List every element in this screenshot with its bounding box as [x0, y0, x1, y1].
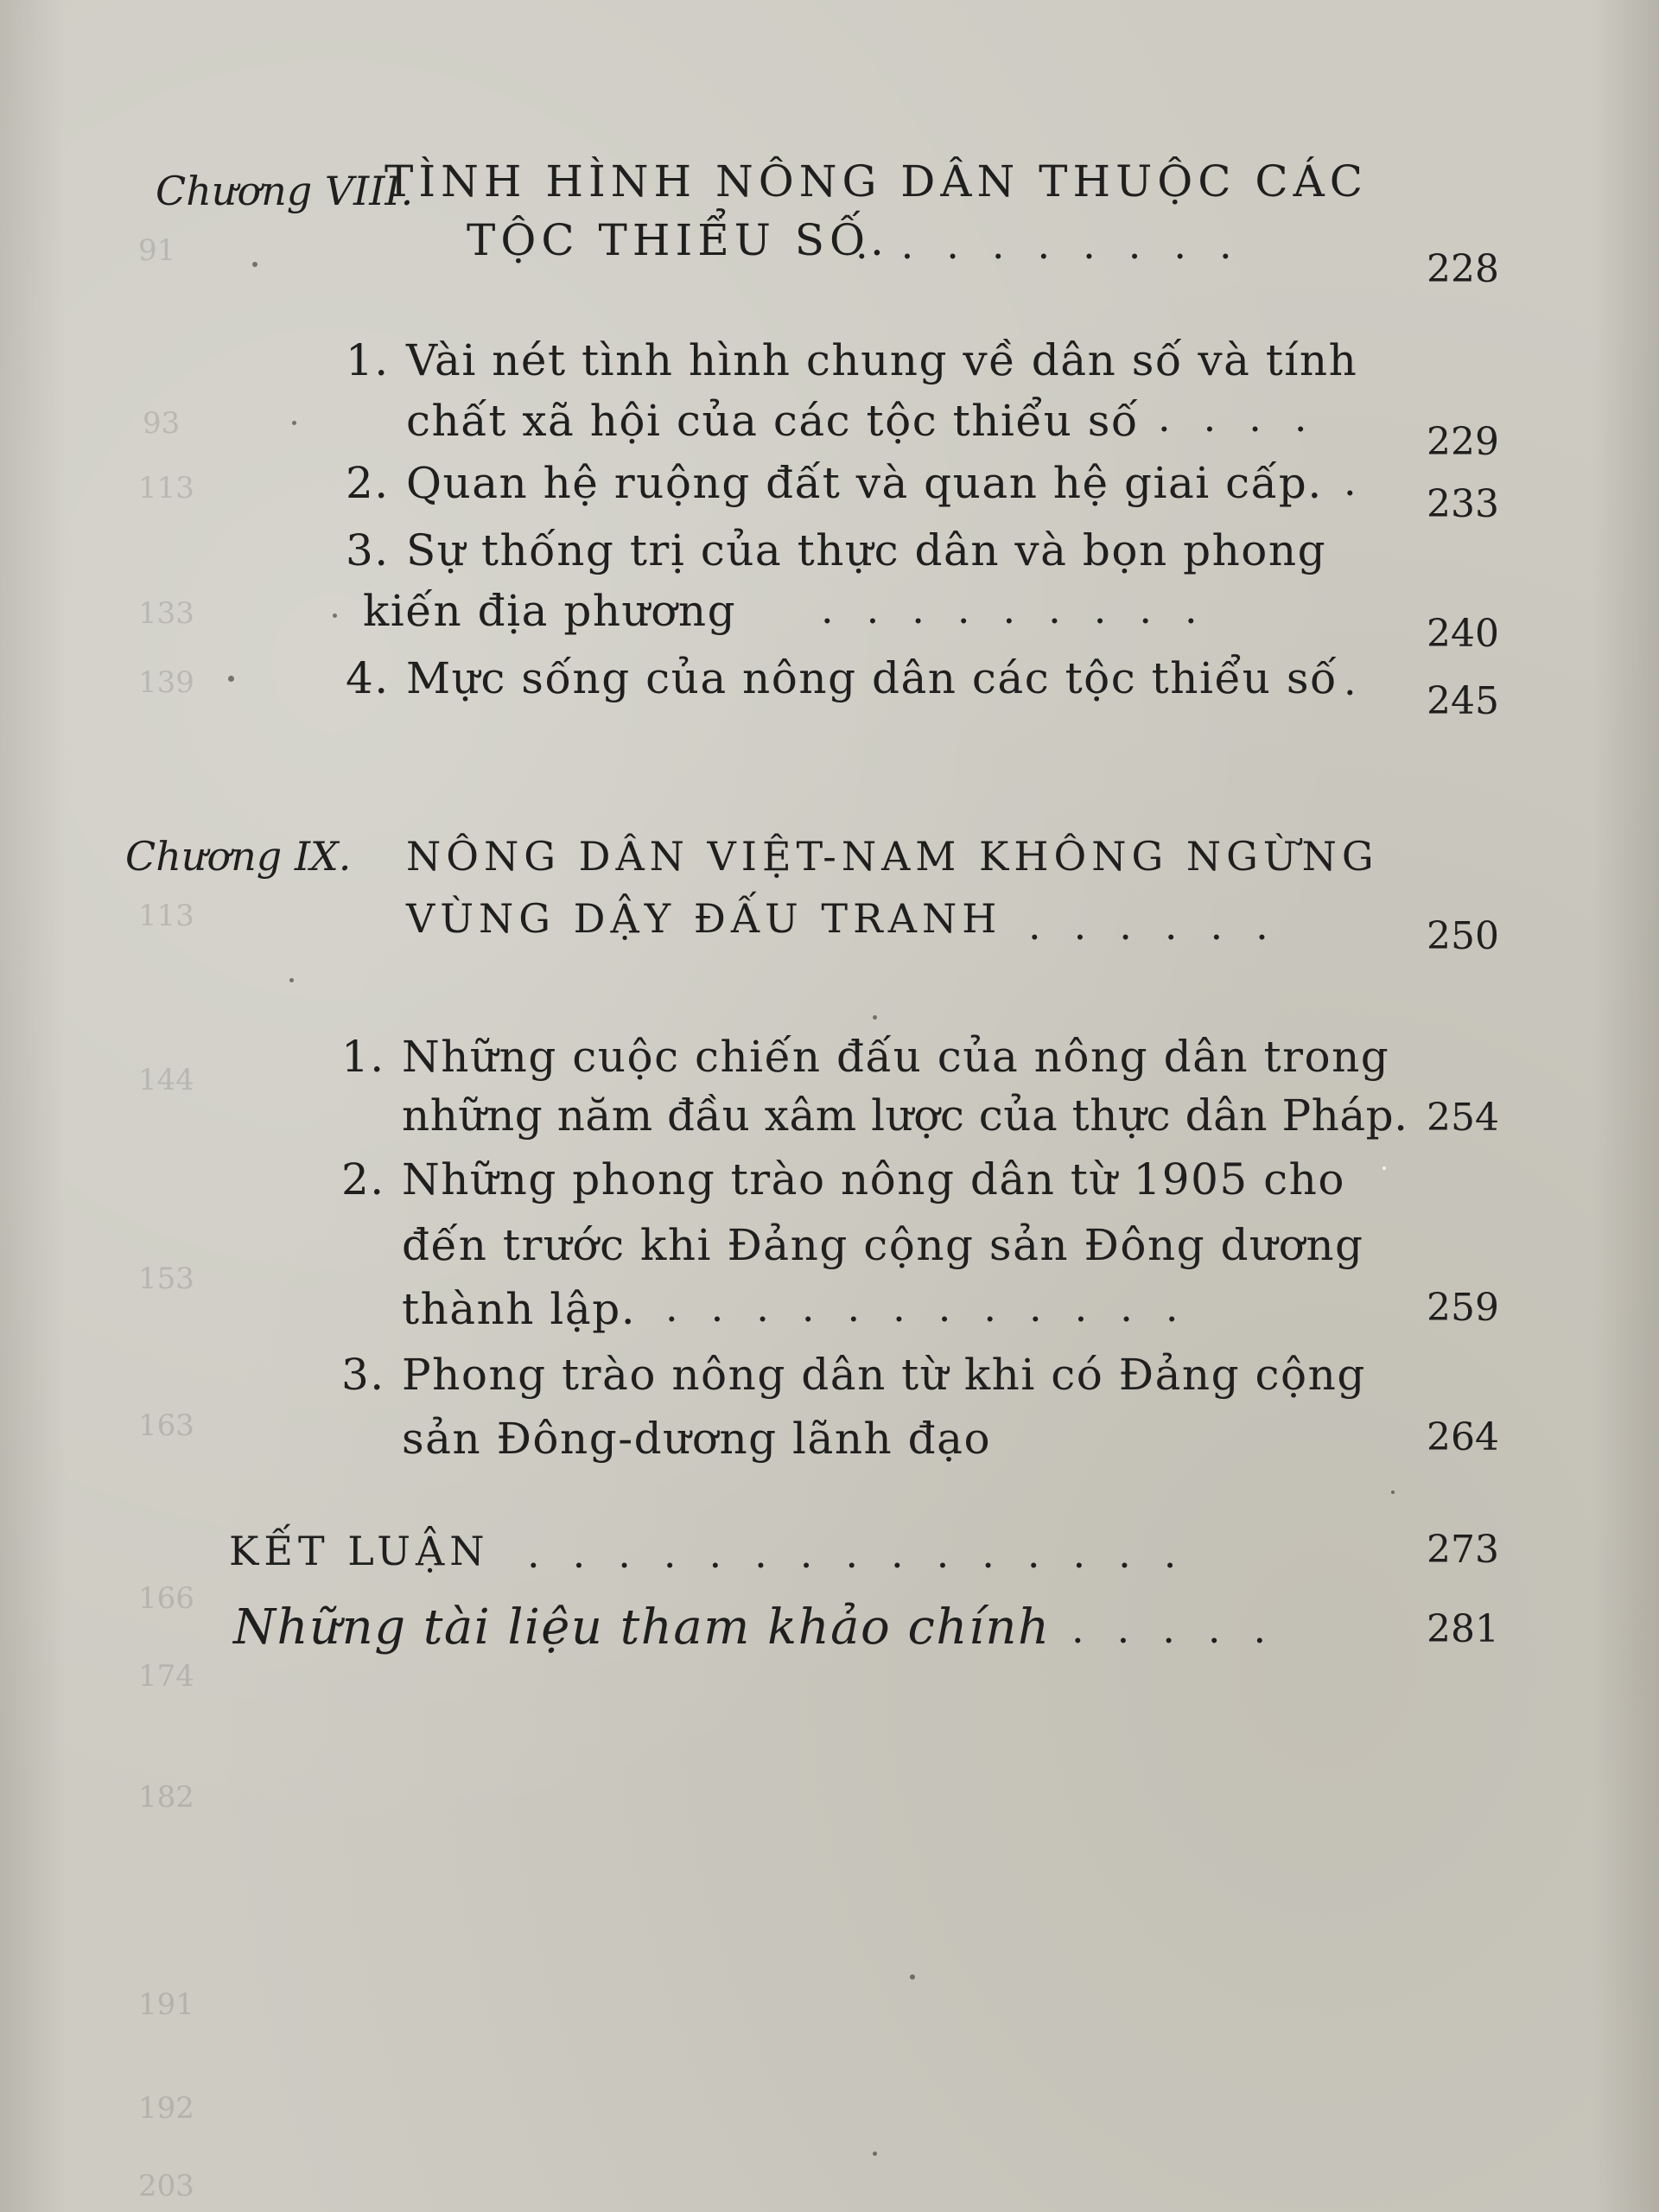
ink-speck	[292, 421, 296, 425]
dot-leader: ......	[1028, 906, 1301, 945]
page-number: 240	[1427, 612, 1499, 656]
item-number: 3.	[346, 525, 390, 575]
page-number: 281	[1427, 1607, 1499, 1651]
bleed-through: 91	[138, 233, 176, 268]
page-number: 229	[1427, 420, 1499, 464]
bleed-through: 144	[138, 1063, 194, 1097]
chapter-title-line: TÌNH HÌNH NÔNG DÂN THUỘC CÁC	[385, 156, 1368, 207]
dot-leader: .........	[821, 589, 1230, 629]
chapter-label: Chương VIII.	[156, 168, 414, 214]
chapter-title-line: TỘC THIỂU SỐ.	[467, 215, 889, 265]
item-number: 2.	[341, 1154, 385, 1205]
bleed-through: 182	[138, 1780, 194, 1815]
bleed-through: 113	[138, 899, 194, 933]
dot-leader: .	[1344, 661, 1389, 701]
bleed-through: 133	[138, 596, 194, 631]
page-number: 259	[1427, 1286, 1499, 1330]
ink-speck	[910, 1974, 915, 1980]
ink-speck	[1391, 1491, 1395, 1494]
item-number: 1.	[341, 1032, 385, 1082]
item-text-line: Sự thống trị của thực dân và bọn phong	[406, 525, 1327, 575]
dot-leader: .........	[855, 225, 1265, 264]
item-number: 3.	[341, 1350, 385, 1400]
paper-speck	[1382, 1166, 1386, 1170]
bleed-through: 153	[138, 1262, 194, 1296]
ink-speck	[289, 978, 294, 982]
bleed-through: 191	[138, 1987, 194, 2022]
item-text-line: Những cuộc chiến đấu của nông dân trong	[402, 1032, 1390, 1082]
bleed-through: 192	[138, 2091, 194, 2126]
dot-leader: ...............	[527, 1534, 1210, 1573]
dot-leader: ............	[665, 1287, 1211, 1327]
page-number: 273	[1427, 1528, 1499, 1572]
bleed-through: 113	[138, 471, 194, 505]
item-number: 4.	[346, 653, 390, 703]
page-number: 233	[1427, 482, 1499, 526]
dot-leader: .	[1344, 461, 1389, 501]
ink-speck	[228, 676, 234, 682]
page-number: 254	[1427, 1096, 1499, 1140]
page-number: 245	[1427, 679, 1499, 723]
dot-leader: .....	[1071, 1609, 1300, 1649]
bleed-through: 139	[138, 665, 194, 700]
bleed-through: 163	[138, 1408, 194, 1443]
chapter-label: Chương IX.	[125, 833, 352, 880]
item-text-line: sản Đông-dương lãnh đạo	[402, 1414, 992, 1464]
item-text-line: Mực sống của nông dân các tộc thiểu số	[406, 653, 1338, 703]
ink-speck	[873, 1015, 877, 1020]
ink-speck	[252, 262, 257, 267]
chapter-title-line: VÙNG DẬY ĐẤU TRANH	[406, 895, 1002, 942]
item-text-line: Những phong trào nông dân từ 1905 cho	[402, 1154, 1345, 1205]
item-text-line: Phong trào nông dân từ khi có Đảng cộng	[402, 1350, 1366, 1400]
bleed-through: 174	[138, 1659, 194, 1694]
item-text-line: chất xã hội của các tộc thiểu số	[406, 396, 1140, 446]
ink-speck	[873, 2152, 877, 2156]
item-text-line: kiến địa phương	[363, 586, 737, 636]
chapter-title-line: NÔNG DÂN VIỆT-NAM KHÔNG NGỪNG	[406, 833, 1379, 880]
bleed-through: 203	[138, 2169, 194, 2203]
item-text-line: những năm đầu xâm lược của thực dân Pháp.	[402, 1090, 1408, 1141]
references-label: Những tài liệu tham khảo chính	[233, 1599, 1051, 1656]
conclusion-label: KẾT LUẬN	[229, 1528, 490, 1574]
page-number: 228	[1427, 247, 1499, 291]
bleed-through: 166	[138, 1581, 194, 1616]
bleed-through: 93	[143, 406, 181, 441]
ink-speck	[333, 613, 337, 618]
item-number: 1.	[346, 335, 390, 385]
page-number: 250	[1427, 914, 1499, 958]
page-number: 264	[1427, 1415, 1499, 1459]
item-text-line: thành lập.	[402, 1284, 637, 1334]
item-text-line: đến trước khi Đảng cộng sản Đông dương	[402, 1220, 1364, 1270]
item-text-line: Quan hệ ruộng đất và quan hệ giai cấp.	[406, 458, 1323, 508]
item-text-line: Vài nét tình hình chung về dân số và tính	[406, 335, 1358, 385]
item-number: 2.	[346, 458, 390, 508]
dot-leader: ....	[1158, 397, 1340, 437]
